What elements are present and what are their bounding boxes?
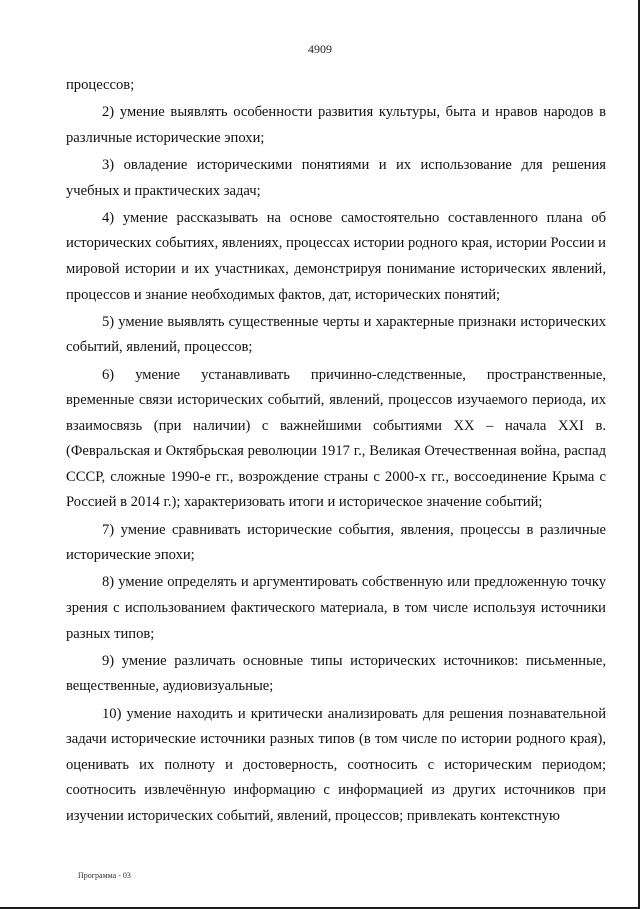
paragraph-item-6: 6) умение устанавливать причинно-следственные, пространственные, временные связи исторических событий, явлений, процессов изучаемого периода, их взаимосвязь (при наличии) с важнейшими событиями XX – начала XXI в. (Февральская и Октябрьская революции 1917 г., Великая Отечественная война, распад СССР, сложные 1990-е гг., возрождение страны с 2000-х гг., воссоединение Крыма с Россией в 2014 г.); характеризовать итоги и историческое значение событий; <box>66 366 606 511</box>
document-body <box>66 73 606 831</box>
footer-label: Программа - 03 <box>78 871 131 880</box>
paragraph-continuation: процессов; <box>66 77 135 93</box>
page-number: 4909 <box>308 42 332 56</box>
paragraph-item-5: 5) умение выявлять существенные черты и характерные признаки исторических событий, явлений, процессов; <box>66 313 606 356</box>
paragraph-item-7: 7) умение сравнивать исторические события, явления, процессы в различные исторические эпохи; <box>66 521 606 564</box>
paragraph-item-2: 2) умение выявлять особенности развития культуры, быта и нравов народов в различные исторические эпохи; <box>66 104 606 146</box>
paragraph-item-8: 8) умение определять и аргументировать собственную или предложенную точку зрения с использованием фактического материала, в том числе используя источники разных типов; <box>66 574 606 642</box>
paragraph-item-4: 4) умение рассказывать на основе самостоятельно составленного плана об исторических событиях, явлениях, процессах истории родного края, истории России и мировой истории и их участниках, демонстрируя понимание исторических явлений, процессов и знание необходимых фактов, дат, исторических понятий; <box>66 209 606 303</box>
paragraph-item-3: 3) овладение историческими понятиями и их использование для решения учебных и практических задач; <box>66 156 606 199</box>
paragraph-item-10: 10) умение находить и критически анализировать для решения познавательной задачи исторические источники разных типов (в том числе по истории родного края), оценивать их полноту и достоверность, соотносить с историческим периодом; соотносить извлечённую информацию с информацией из других источников при изучении исторических событий, явлений, процессов; привлекать контекстную <box>66 705 606 824</box>
paragraph-item-9: 9) умение различать основные типы исторических источников: письменные, вещественные, аудиовизуальные; <box>66 652 606 695</box>
